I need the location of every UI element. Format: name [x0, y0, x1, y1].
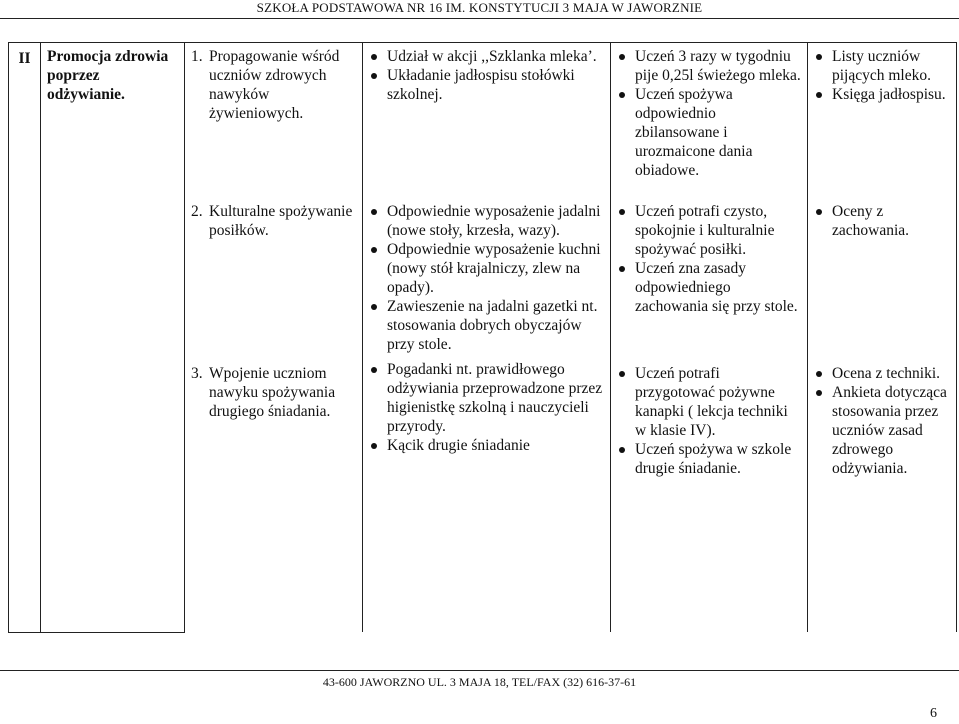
- task-cell: [185, 184, 363, 358]
- list-item: Uczeń spożywa odpowiednio zbilansowane i urozmaicone dania obiadowe.: [617, 85, 801, 180]
- list-item: Udział w akcji ,,Szklanka mleka’.: [369, 47, 604, 66]
- page-header: SZKOŁA PODSTAWOWA NR 16 IM. KONSTYTUCJI 3 MAJA W JAWORZNIE: [256, 0, 703, 15]
- task-number: 3.: [191, 365, 203, 382]
- effects-cell: [611, 184, 808, 358]
- table-row: [9, 43, 957, 185]
- program-table: [8, 42, 957, 633]
- list-item: Odpowiednie wyposażenie kuchni (nowy stół krajalniczy, zlew na opady).: [369, 240, 604, 297]
- effects-cell: [611, 358, 808, 632]
- list-item: Oceny z zachowania.: [814, 202, 950, 240]
- actions-cell: [363, 184, 611, 358]
- evaluation-cell: [808, 358, 957, 632]
- list-item: Uczeń 3 razy w tygodniu pije 0,25l świeżego mleka.: [617, 47, 801, 85]
- task-number: 1.: [191, 48, 203, 65]
- list-item: Pogadanki nt. prawidłowego odżywiania przeprowadzone przez higienistkę szkolną i nauczycieli przyrody.: [369, 360, 604, 436]
- list-item: Układanie jadłospisu stołówki szkolnej.: [369, 66, 604, 104]
- effects-cell: [611, 43, 808, 185]
- actions-cell: [363, 43, 611, 185]
- task-text: Propagowanie wśród uczniów zdrowych nawyków żywieniowych.: [209, 48, 340, 122]
- actions-cell: [363, 358, 611, 632]
- task-cell: [185, 43, 363, 185]
- task-text: Kulturalne spożywanie posiłków.: [209, 203, 353, 239]
- header-divider: [0, 18, 959, 19]
- page-footer: 43-600 JAWORZNO UL. 3 MAJA 18, TEL/FAX (32) 616-37-61: [322, 675, 637, 689]
- list-item: Ankieta dotycząca stosowania przez uczniów zasad zdrowego odżywiania.: [814, 383, 950, 478]
- page-number: 6: [930, 706, 937, 721]
- list-item: Księga jadłospisu.: [814, 85, 950, 104]
- list-item: Ocena z techniki.: [814, 364, 950, 383]
- task-number: 2.: [191, 203, 203, 220]
- footer-divider: [0, 670, 959, 671]
- section-title: Promocja zdrowia poprzez odżywianie.: [41, 43, 185, 633]
- task-cell: [185, 358, 363, 632]
- list-item: Uczeń potrafi czysto, spokojnie i kulturalnie spożywać posiłki.: [617, 202, 801, 259]
- evaluation-cell: [808, 184, 957, 358]
- list-item: Kącik drugie śniadanie: [369, 436, 604, 455]
- task-text: Wpojenie uczniom nawyku spożywania drugiego śniadania.: [209, 365, 336, 420]
- list-item: Uczeń spożywa w szkole drugie śniadanie.: [617, 440, 801, 478]
- evaluation-cell: [808, 43, 957, 185]
- list-item: Uczeń potrafi przygotować pożywne kanapki ( lekcja techniki w klasie IV).: [617, 364, 801, 440]
- list-item: Uczeń zna zasady odpowiedniego zachowania się przy stole.: [617, 259, 801, 316]
- list-item: Odpowiednie wyposażenie jadalni (nowe stoły, krzesła, wazy).: [369, 202, 604, 240]
- list-item: Zawieszenie na jadalni gazetki nt. stosowania dobrych obyczajów przy stole.: [369, 297, 604, 354]
- section-number: II: [9, 43, 41, 633]
- list-item: Listy uczniów pijących mleko.: [814, 47, 950, 85]
